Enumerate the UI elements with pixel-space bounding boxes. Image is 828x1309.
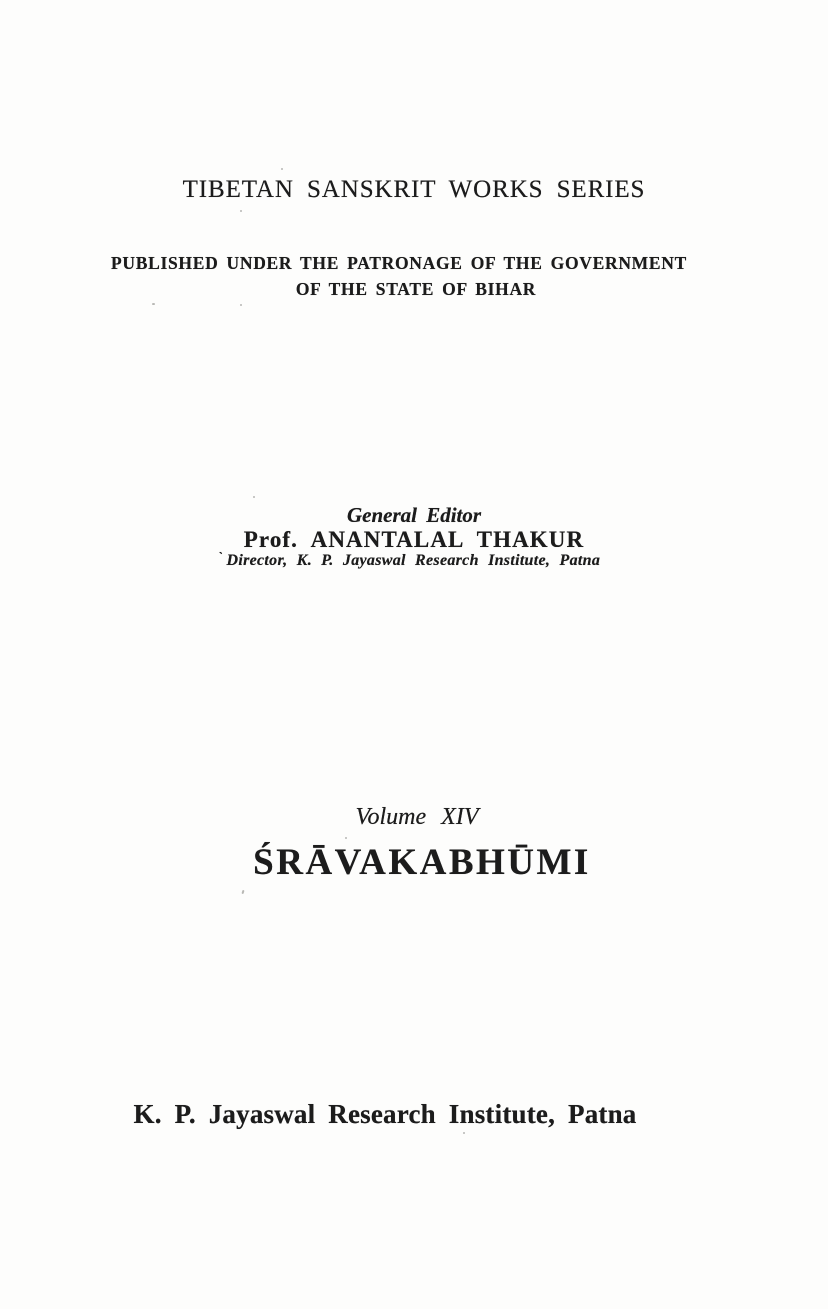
editor-affiliation-text: Director, K. P. Jayaswal Research Institute, Patna [226, 552, 601, 569]
scan-speck [152, 303, 155, 305]
patronage-statement [0, 251, 828, 302]
patronage-line-2: OF THE STATE OF BIHAR [295, 278, 537, 299]
editor-role-label: General Editor [346, 503, 482, 527]
scan-speck [241, 890, 244, 894]
publisher-imprint: K. P. Jayaswal Research Institute, Patna [133, 1099, 637, 1129]
scan-speck [240, 304, 242, 306]
editor-name: Prof. ANANTALAL THAKUR [243, 527, 585, 552]
patronage-line-1: PUBLISHED UNDER THE PATRONAGE OF THE GOVERNMENT [111, 253, 687, 273]
scan-speck [240, 210, 242, 212]
scan-speck [281, 168, 283, 170]
book-title: ŚRĀVAKABHŪMI [253, 842, 591, 883]
scan-speck [345, 837, 347, 839]
scan-speck [253, 496, 255, 498]
scan-speck [463, 1132, 465, 1134]
editor-affiliation [0, 549, 823, 570]
series-title: TIBETAN SANSKRIT WORKS SERIES [182, 176, 646, 203]
scan-stray-mark: ` [217, 549, 223, 564]
volume-label: Volume XIV [355, 804, 479, 830]
